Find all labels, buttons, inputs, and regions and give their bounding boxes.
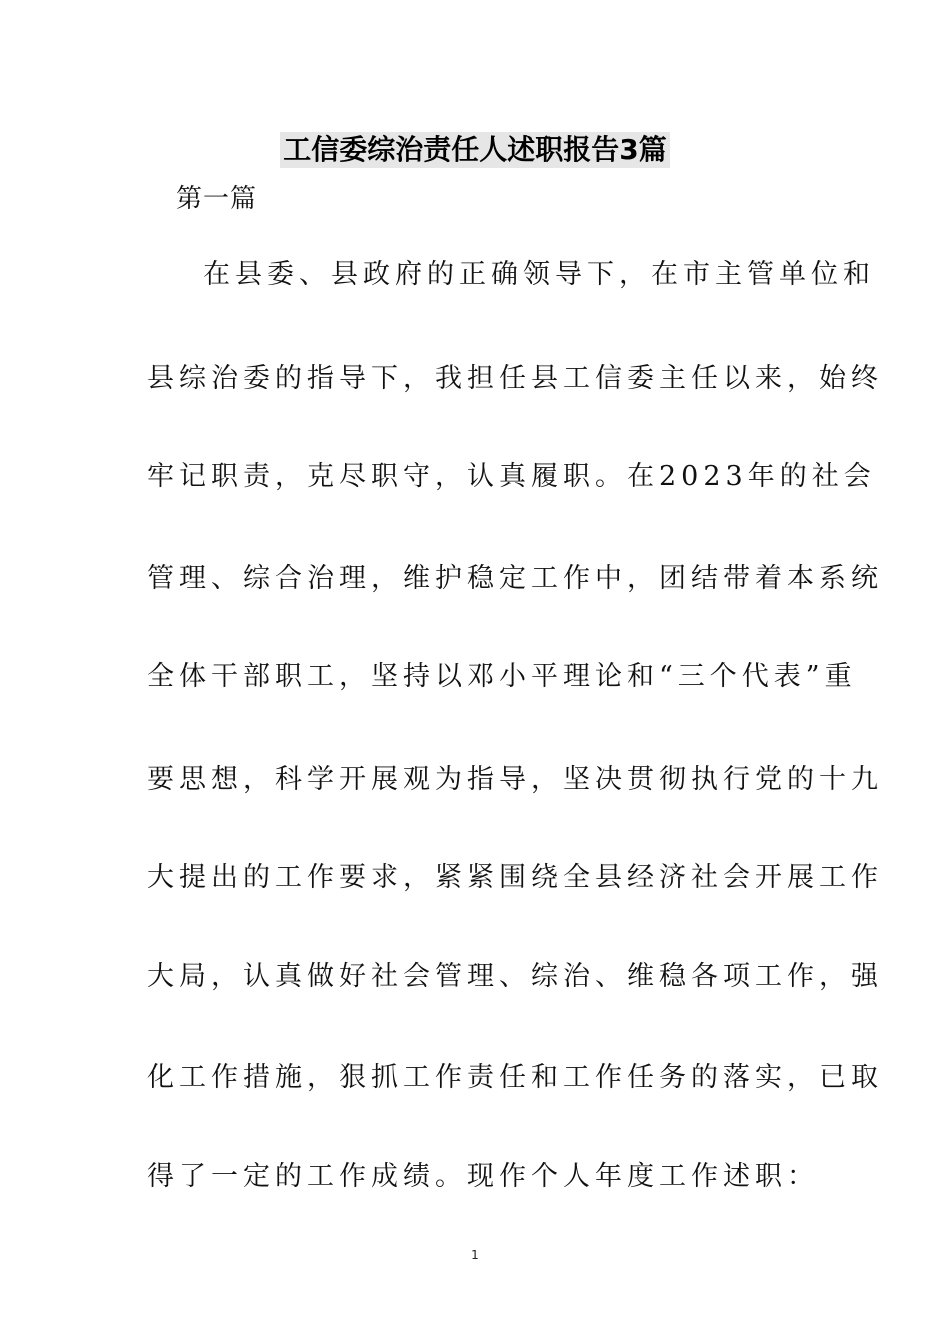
paragraph-line: 得了一定的工作成绩。现作个人年度工作述职： <box>147 1161 819 1192</box>
paragraph-line: 全体干部职工，坚持以邓小平理论和“三个代表”重 <box>147 661 857 692</box>
document-title-text: 工信委综治责任人述职报告3篇 <box>280 132 669 168</box>
paragraph-line: 要思想，科学开展观为指导，坚决贯彻执行党的十九 <box>147 764 883 795</box>
page-number: 1 <box>471 1248 479 1262</box>
paragraph-line: 牢记职责，克尽职守，认真履职。在2023年的社会 <box>147 461 876 492</box>
paragraph-line: 县综治委的指导下，我担任县工信委主任以来，始终 <box>147 363 883 394</box>
paragraph-line: 大局，认真做好社会管理、综治、维稳各项工作，强 <box>147 961 883 992</box>
paragraph-line: 在县委、县政府的正确领导下，在市主管单位和 <box>203 259 875 290</box>
paragraph-line: 管理、综合治理，维护稳定工作中，团结带着本系统 <box>147 563 883 594</box>
paragraph-line: 大提出的工作要求，紧紧围绕全县经济社会开展工作 <box>147 862 883 893</box>
document-title <box>0 132 950 172</box>
paragraph-line: 化工作措施，狠抓工作责任和工作任务的落实，已取 <box>147 1062 883 1093</box>
section-heading: 第一篇 <box>176 184 258 214</box>
